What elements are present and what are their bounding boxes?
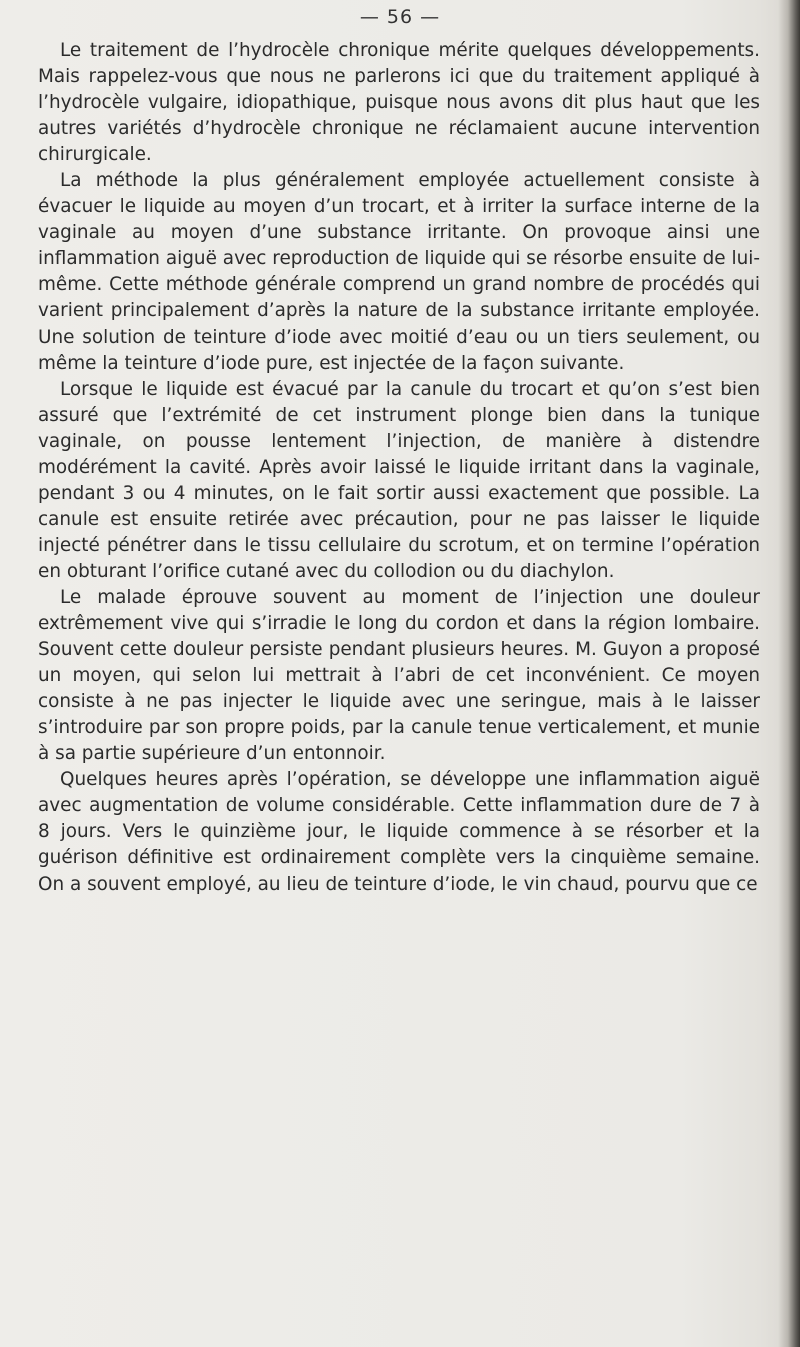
page-gutter-shadow	[778, 0, 800, 1347]
paragraph-4: Le malade éprouve souvent au moment de l’injection une douleur extrêmement vive qui s’irradie le long du cordon et dans la région lombaire. Souvent cette douleur persiste pendant plusieurs heures. M. Guyon a proposé un moyen, qui selon lui mettrait à l’abri de cet inconvénient. Ce moyen consiste à ne pas injecter le liquide avec une seringue, mais à le laisser s’introduire par son propre poids, par la canule tenue verticalement, et munie à sa partie supérieure d’un entonnoir.	[38, 586, 760, 765]
body-text	[38, 38, 760, 898]
paragraph-5: Quelques heures après l’opération, se développe une inflammation aiguë avec augmentation de volume considérable. Cette inflammation dure de 7 à 8 jours. Vers le quinzième jour, le liquide commence à se résorber et la guérison définitive est ordinairement complète vers la cinquième semaine. On a souvent employé, au lieu de teinture d’iode, le vin chaud, pourvu que ce	[38, 769, 760, 895]
paragraph-1: Le traitement de l’hydrocèle chronique mérite quelques développements. Mais rappelez-vous que nous ne parlerons ici que du traitement appliqué à l’hydrocèle vulgaire, idiopathique, puisque nous avons dit plus haut que les autres variétés d’hydrocèle chronique ne réclamaient aucune intervention chirurgicale.	[38, 40, 760, 166]
page-number: — 56 —	[359, 6, 441, 28]
paragraph-3: Lorsque le liquide est évacué par la canule du trocart et qu’on s’est bien assuré que l’extrémité de cet instrument plonge bien dans la tunique vaginale, on pousse lentement l’injection, de manière à distendre modérément la cavité. Après avoir laissé le liquide irritant dans la vaginale, pendant 3 ou 4 minutes, on le fait sortir aussi exactement que possible. La canule est ensuite retirée avec précaution, pour ne pas laisser le liquide injecté pénétrer dans le tissu cellulaire du scrotum, et on termine l’opération en obturant l’orifice cutané avec du collodion ou du diachylon.	[38, 378, 760, 582]
paragraph-2: La méthode la plus généralement employée actuellement consiste à évacuer le liquide au moyen d’un trocart, et à irriter la surface interne de la vaginale au moyen d’une substance irritante. On provoque ainsi une inflammation aiguë avec reproduction de liquide qui se résorbe ensuite de lui-même. Cette méthode générale comprend un grand nombre de procédés qui varient principalement d’après la nature de la substance irritante employée. Une solution de teinture d’iode avec moitié d’eau ou un tiers seulement, ou même la teinture d’iode pure, est injectée de la façon suivante.	[38, 170, 760, 374]
